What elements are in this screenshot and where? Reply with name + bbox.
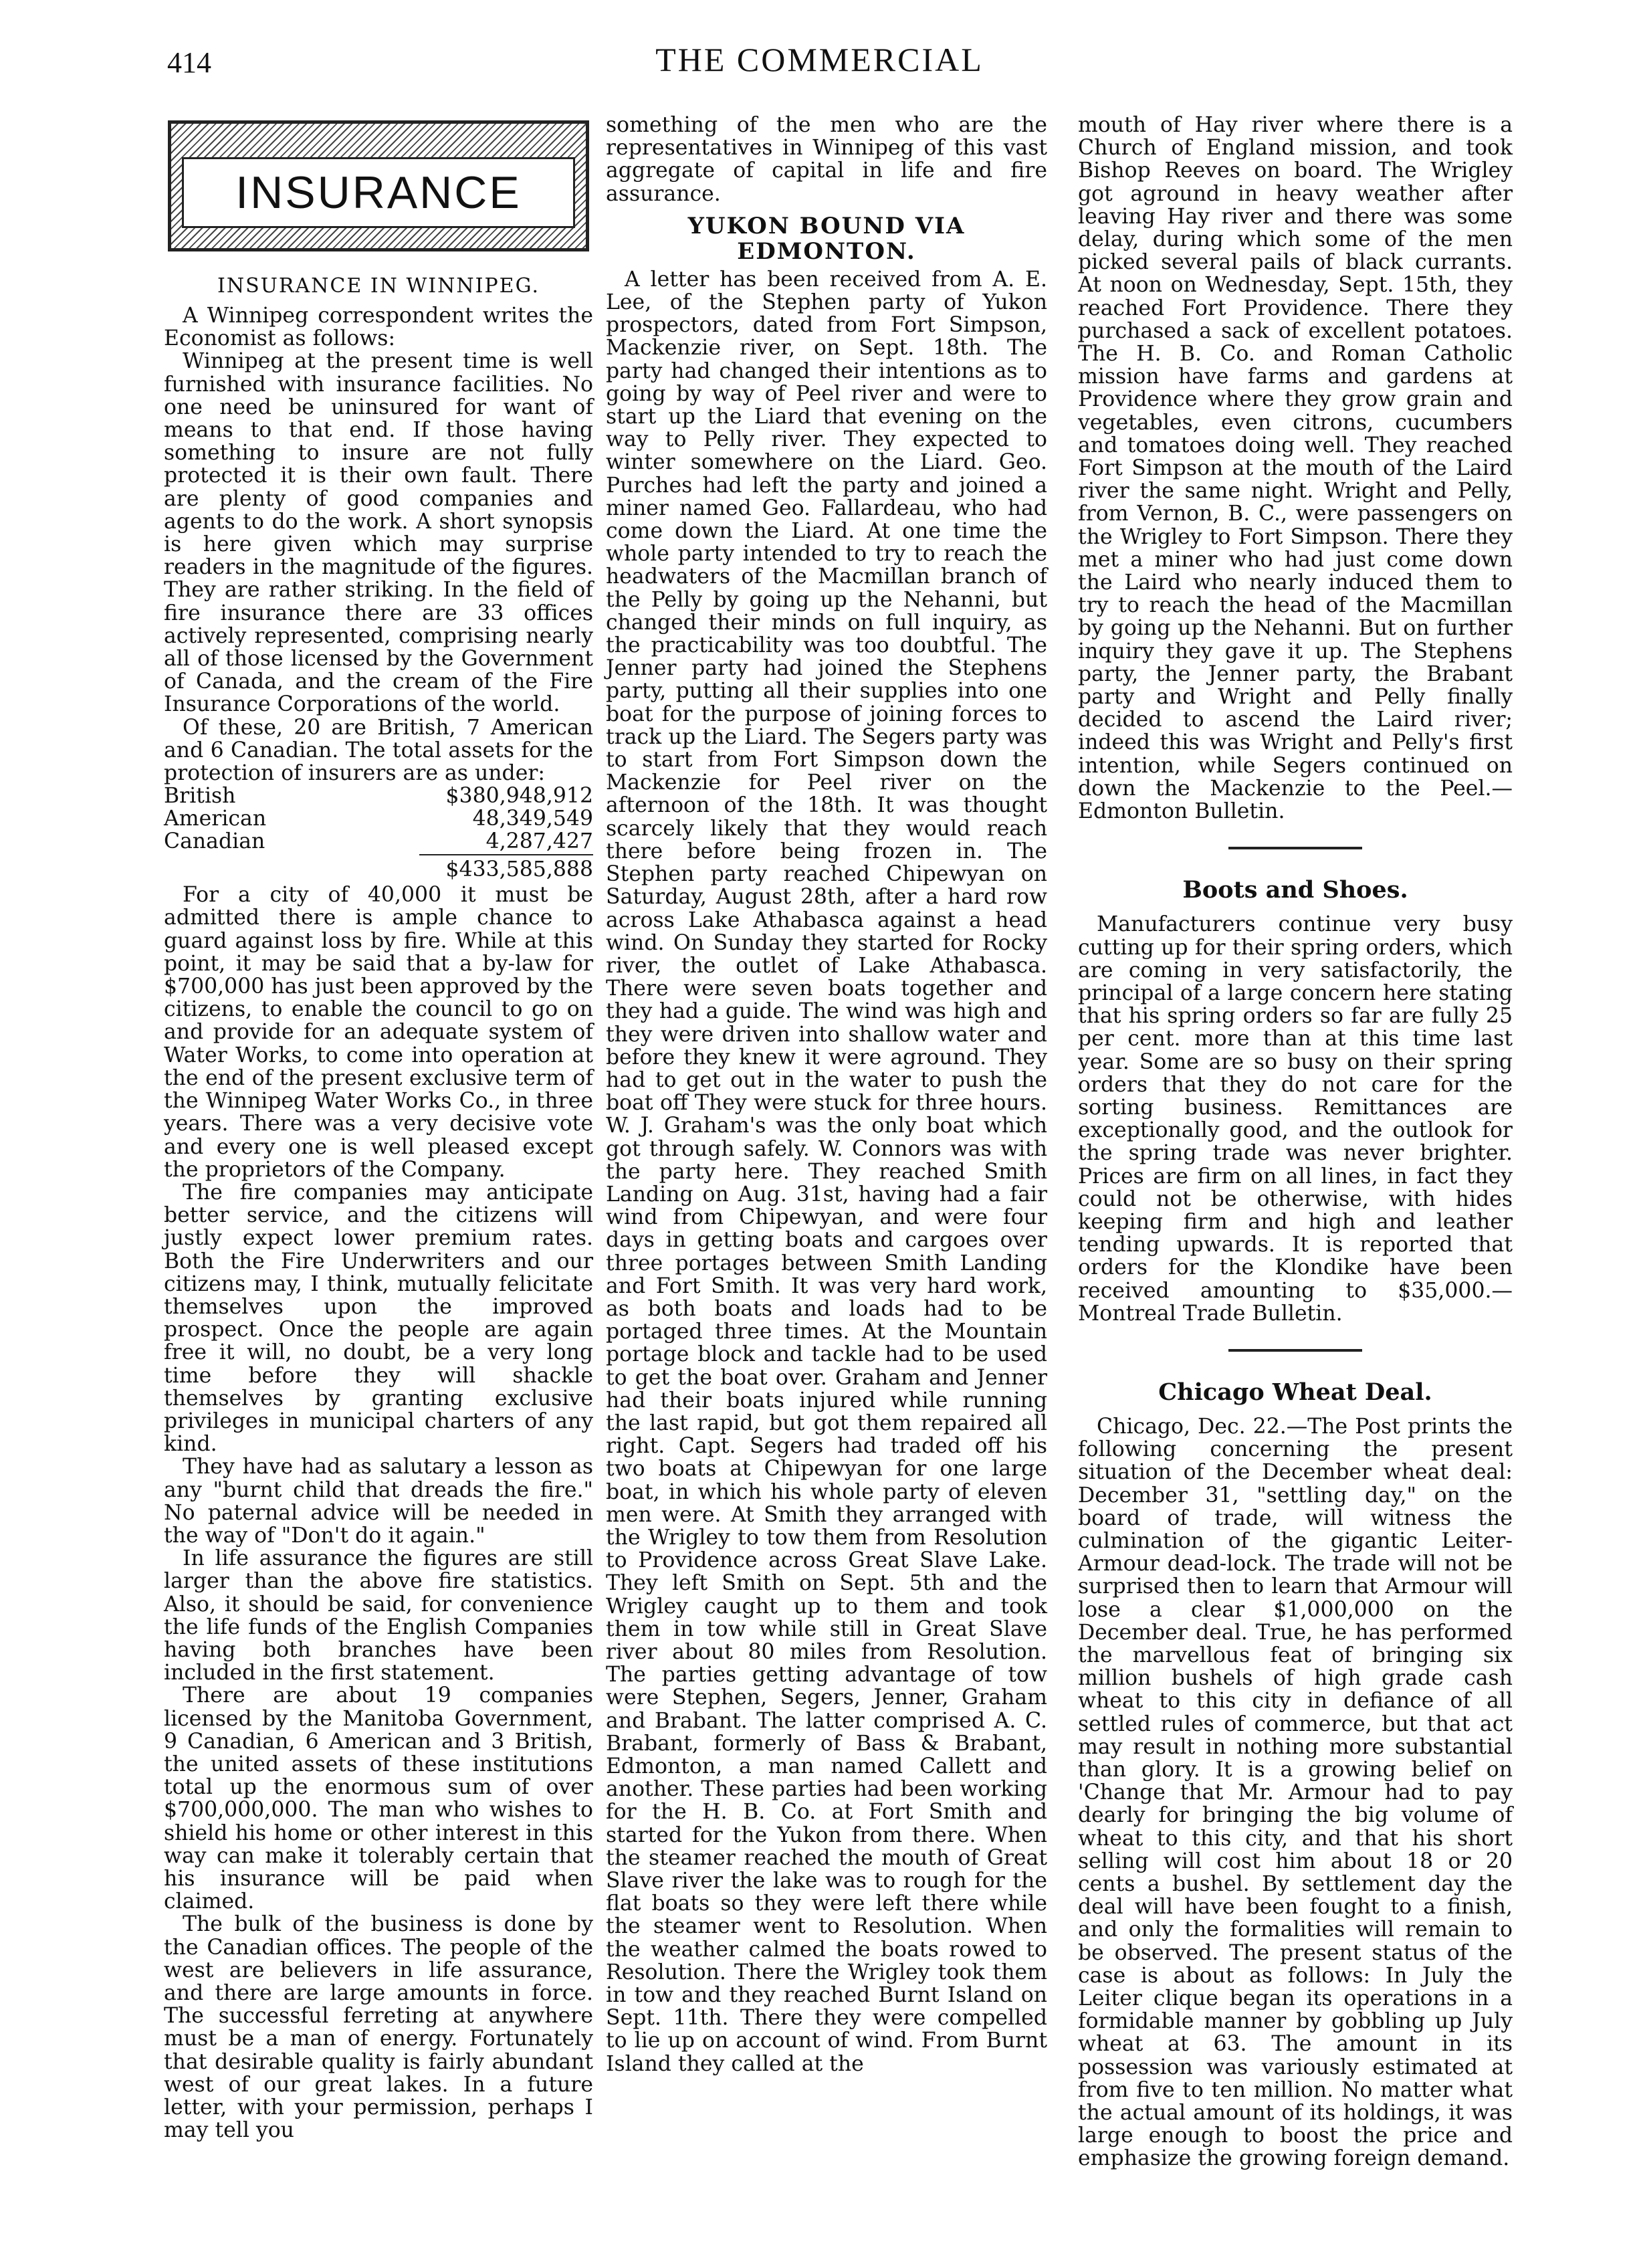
article-paragraph: mouth of Hay river where there is a Church of England mission, and took Bishop Reeves on board. The Wrigley got aground in heavy weather after leaving Hay river and there was some delay, during which some of the men picked several pails of black currants. At noon on Wednesday, Sept. 15th, they reached Fort Providence. There they purchased a sack of excellent potatoes. The H. B. Co. and Roman Catholic mission have farms and gardens at Providence where they grow grain and vegetables, even citrons, cucumbers and tomatoes doing well. They reached Fort Simpson at the mouth of the Laird river the same night. Wright and Pelly, from Vernon, B. C., were passengers on the Wrigley to Fort Simpson. There they met a miner who had just come down the Laird who nearly induced them to try to reach the head of the Macmillan by going up the Nehanni. But on further inquiry they gave it up. The Stephens party, the Jenner party, the Brabant party and Wright and Pelly finally decided to ascend the Laird river; indeed this was Wright and Pelly's first intention, while Segers continued on down the Mackenzie to the Peel.—Edmonton Bulletin.	[1078, 113, 1513, 824]
column-3	[1078, 114, 1513, 2170]
asset-value: $380,948,912	[445, 784, 593, 809]
article-paragraph: They have had as salutary a lesson as any "burnt child that dreads the fire." No paternal advice will be needed in the way of "Don't do it again."	[164, 1455, 593, 1548]
assets-total: $433,585,888	[419, 854, 593, 881]
table-row	[164, 807, 593, 830]
article-paragraph: The bulk of the business is done by the Canadian offices. The people of the west are believers in life assurance, and there are large amounts in force. The successful ferreting at anywhere must be a man of energy. Fortunately that desirable quality is fairly abundant west of our great lakes. In a future letter, with your permission, perhaps I may tell you	[164, 1912, 593, 2143]
asset-value: 48,349,549	[472, 807, 593, 831]
article-paragraph: Manufacturers continue very busy cutting up for their spring orders, which are coming in very satisfactorily, the principal of a large concern here stating that his spring orders so far are fully 25 per cent. more than at this time last year. Some are so busy on their spring orders that they do not care for the sorting business. Remittances are exceptionally good, and the outlook for the spring trade was never brighter. Prices are firm on all lines, in fact they could not be otherwise, with hides keeping firm and high and leather tending upwards. It is reported that orders for the Klondike have been received amounting to $35,000.—Montreal Trade Bulletin.	[1078, 912, 1513, 1326]
banner-label: INSURANCE	[182, 157, 575, 228]
page-number: 414	[167, 46, 211, 79]
column-2	[606, 114, 1047, 2075]
table-row	[164, 785, 593, 807]
article-paragraph: A letter has been received from A. E. Lee, of the Stephen party of Yukon prospectors, dated from Fort Simpson, Mackenzie river, on Sept. 18th. The party had changed their intentions as to going by way of Peel river and were to start up the Liard that evening on the way to Pelly river. They expected to winter somewhere on the Liard. Geo. Purches had left the party and joined a miner named Geo. Fallardeau, who had come down the Liard. At one time the whole party intended to try to reach the headwaters of the Macmillan branch of the Pelly by going up the Nehanni, but changed their minds on full inquiry, as the practicability was too doubtful. The Jenner party had joined the Stephens party, putting all their supplies into one boat for the purpose of joining forces to track up the Liard. The Segers party was to start from Fort Simpson down the Mackenzie for Peel river on the afternoon of the 18th. It was thought scarcely likely that they would reach there before being frozen in. The Stephen party reached Chipewyan on Saturday, August 28th, after a hard row across Lake Athabasca against a head wind. On Sunday they started for Rocky river, the outlet of Lake Athabasca. There were seven boats together and they had a guide. The wind was high and they were driven into shallow water and before they knew it were aground. They had to get out in the water to push the boat off They were stuck for three hours. W. J. Graham's was the only boat which got through safely. W. Connors was with the party here. They reached Smith Landing on Aug. 31st, having had a fair wind from Chipewyan, and were four days in getting boats and cargoes over three portages between Smith Landing and Fort Smith. It was very hard work, as both boats and loads had to be portaged three times. At the Mountain portage block and tackle had to be used to get the boat over. Graham and Jenner had their boats injured while running the last rapid, but got them repaired all right. Capt. Segers had traded off his two boats at Chipewyan for one large boat, in which his whole party of eleven men were. At Smith they arranged with the Wrigley to tow them from Resolution to Providence across Great Slave Lake. They left Smith on Sept. 5th and the Wrigley caught up to them and took them in tow while still in Great Slave river about 80 miles from Resolution. The parties getting advantage of tow were Stephen, Segers, Jenner, Graham and Brabant. The latter comprised A. C. Brabant, formerly of Bass & Brabant, Edmonton, a man named Callett and another. These parties had been working for the H. B. Co. at Fort Smith and started for the Yukon from there. When the steamer reached the mouth of Great Slave river the lake was to rough for the flat boats so they were left there while the steamer went to Resolution. When the weather calmed the boats rowed to Resolution. There the Wrigley took them in tow and they reached Burnt Island on Sept. 11th. There they were compelled to lie up on account of wind. From Burnt Island they called at the	[606, 267, 1047, 2076]
article-paragraph: Winnipeg at the present time is well furnished with insurance facilities. No one need be uninsured for want of means to that end. If those having something to insure are not fully protected it is their own fault. There are plenty of good companies and agents to do the work. A short synopsis is here given which may surprise readers in the magnitude of the figures. They are rather striking. In the field of fire insurance there are 33 offices actively represented, comprising nearly all of those licensed by the Government of Canada, and the cream of the Fire Insurance Corporations of the world.	[164, 349, 593, 717]
yukon-heading: YUKON BOUND VIA EDMONTON.	[687, 212, 966, 265]
boots-shoes-heading: Boots and Shoes.	[1182, 876, 1408, 904]
asset-label: British	[164, 784, 236, 809]
page-title: THE COMMERCIAL	[655, 41, 984, 78]
asset-label: American	[164, 807, 267, 831]
article-paragraph: something of the men who are the representatives in Winnipeg of this vast aggregate of capital in life and fire assurance.	[606, 113, 1047, 206]
article-paragraph: A Winnipeg correspondent writes the Economist as follows:	[164, 304, 593, 351]
divider	[1228, 847, 1362, 849]
column-1	[164, 120, 593, 2142]
article-paragraph: For a city of 40,000 it must be admitted there is ample chance to guard against loss by fire. While at this point, it may be said that a by-law for $700,000 has just been approved by the citizens, to enable the council to go on and provide for an adequate system of Water Works, to come into operation at the end of the present exclusive term of the Winnipeg Water Works Co., in three years. There was a very decisive vote and every one is well pleased except the proprietors of the Company.	[164, 883, 593, 1182]
article-paragraph: Of these, 20 are British, 7 American and 6 Canadian. The total assets for the protection of insurers are as under:	[164, 715, 593, 786]
insurance-heading: INSURANCE IN WINNIPEG.	[217, 274, 540, 298]
asset-value: 4,287,427	[485, 829, 593, 854]
article-paragraph: In life assurance the figures are still larger than the above fire statistics. Also, it should be said, for convenience the life funds of the English Companies having both branches have been included in the first statement.	[164, 1546, 593, 1685]
chicago-wheat-heading: Chicago Wheat Deal.	[1158, 1378, 1432, 1406]
table-row	[164, 830, 593, 853]
article-paragraph: Chicago, Dec. 22.—The Post prints the following concerning the present situation of the December wheat deal: December 31, "settling day," on the board of trade, will witness the culmination of the gigantic Leiter-Armour dead-lock. The trade will not be surprised then to learn that Armour will lose a clear $1,000,000 on the December deal. True, he has performed the marvellous feat of bringing six million bushels of high grade cash wheat to this city in defiance of all settled rules of commerce, but that act may result in nothing more substantial than glory. It is a growing belief on 'Change that Mr. Armour had to pay dearly for bringing the big volume of wheat to this city, and that his short selling will cost him about 18 or 20 cents a bushel. By settlement day the deal will have been fought to a finish, and only the formalities will remain to be observed. The present status of the case is about as follows: In July the Leiter clique began its operations in a formidable manner by gobbling up July wheat at 63. The amount in its possession was variously estimated at from five to ten million. No matter what the actual amount of its holdings, it was large enough to boost the price and emphasize the growing foreign demand.	[1078, 1414, 1513, 2171]
assets-table	[164, 785, 593, 853]
insurance-banner	[168, 120, 589, 251]
divider	[1228, 1349, 1362, 1352]
article-paragraph: The fire companies may anticipate better service, and the citizens will justly expect lower premium rates. Both the Fire Underwriters and our citizens may, I think, mutually felicitate themselves upon the improved prospect. Once the people are again free it will, no doubt, be a very long time before they will shackle themselves by granting exclusive privileges in municipal charters of any kind.	[164, 1180, 593, 1457]
asset-label: Canadian	[164, 829, 265, 854]
article-paragraph: There are about 19 companies licensed by the Manitoba Government, 9 Canadian, 6 American and 3 British, the united assets of these institutions total up the enormous sum of over $700,000,000. The man who wishes to shield his home or other interest in this way can make it tolerably certain that his insurance will be paid when claimed.	[164, 1683, 593, 1914]
